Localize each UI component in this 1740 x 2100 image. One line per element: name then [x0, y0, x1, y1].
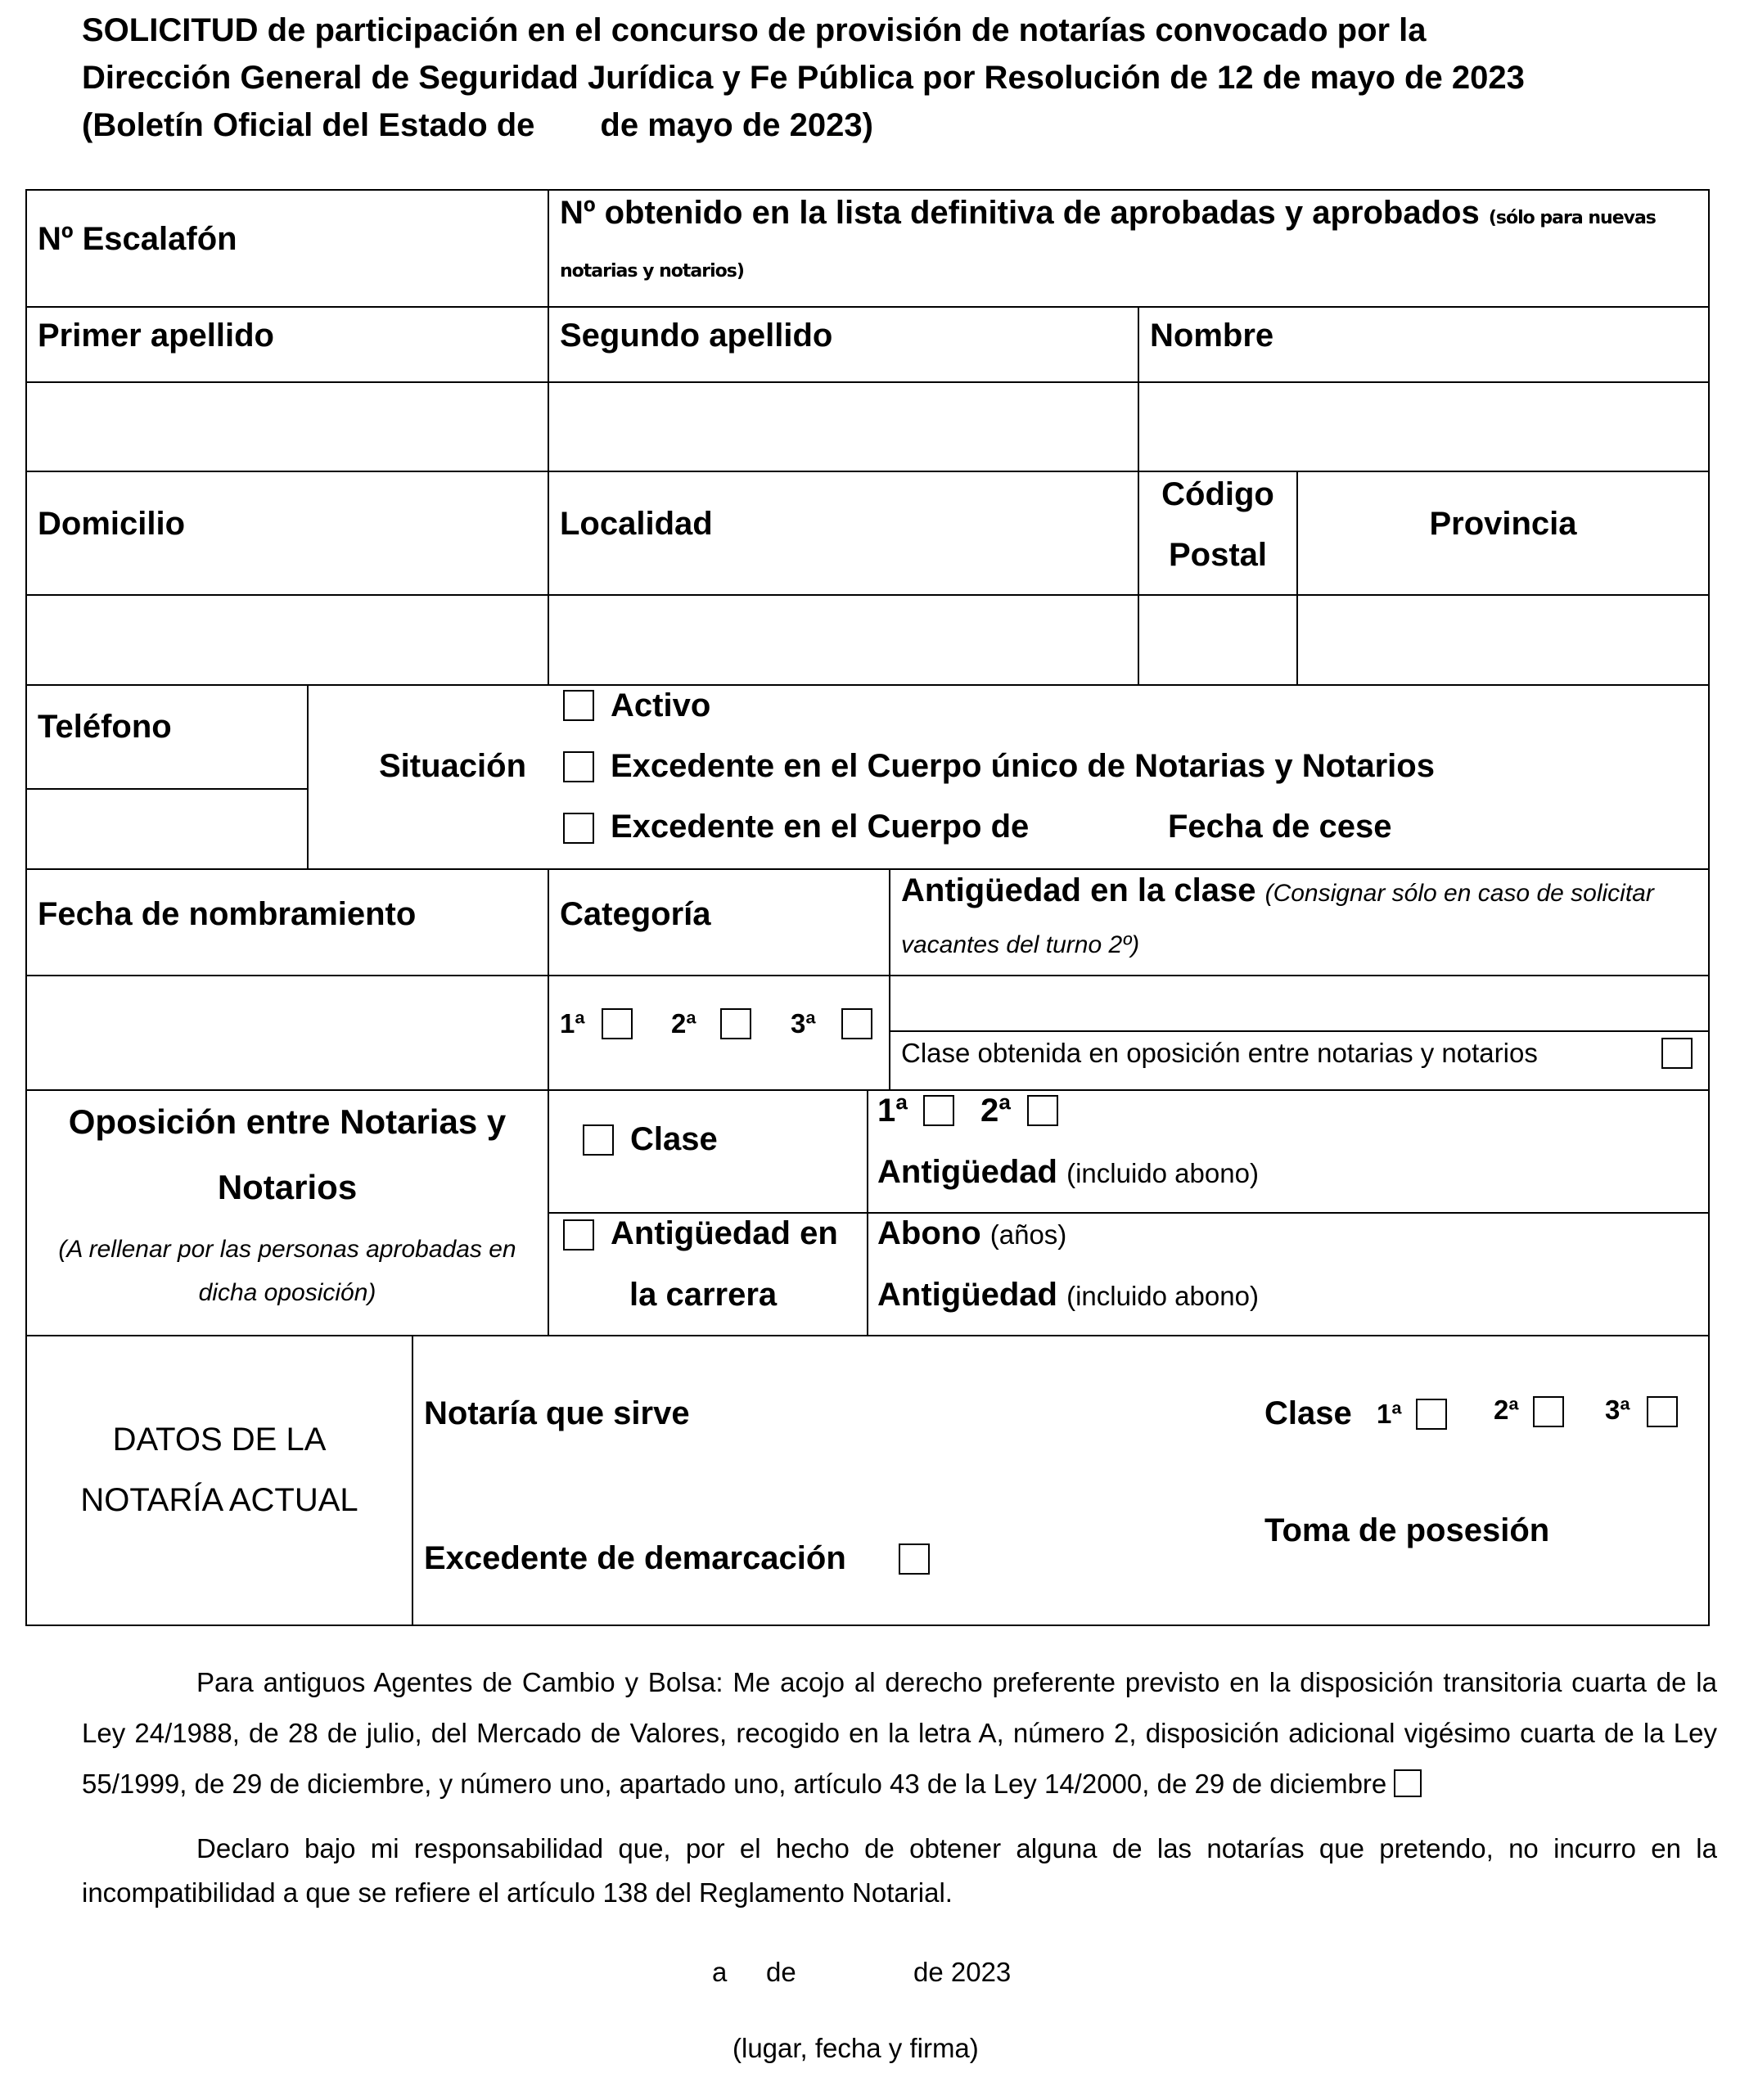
postal-label: Postal — [1168, 537, 1268, 573]
toma-posesion-label: Toma de posesión — [1264, 1512, 1550, 1548]
fecha-nombramiento-field[interactable] — [27, 976, 548, 1089]
oposicion-incluido-abono: (incluido abono) — [1066, 1158, 1259, 1188]
excedente-demarcacion-checkbox[interactable] — [899, 1543, 930, 1575]
antiguedad-note-a: (Consignar sólo en caso de solicitar — [1264, 880, 1654, 907]
clase-obtenida-checkbox[interactable] — [1661, 1038, 1693, 1069]
categoria-3-label: 3ª — [791, 1008, 816, 1039]
datos-notaria-title-b: NOTARÍA ACTUAL — [80, 1482, 358, 1518]
domicilio-field[interactable] — [27, 596, 548, 684]
telefono-label: Teléfono — [38, 709, 172, 745]
primer-apellido-field[interactable] — [27, 383, 548, 471]
localidad-field[interactable] — [549, 596, 1138, 684]
notaria-clase-3-label: 3ª — [1605, 1395, 1630, 1425]
escalafon-label: Nº Escalafón — [38, 221, 237, 257]
form-title — [82, 7, 1653, 149]
lista-note-b: notarias y notarios) — [560, 261, 744, 282]
categoria-label: Categoría — [560, 896, 711, 932]
nombre-field[interactable] — [1139, 383, 1708, 471]
excedente-cuerpo-label: Excedente en el Cuerpo de — [611, 809, 1030, 845]
segundo-apellido-label: Segundo apellido — [560, 318, 833, 354]
carrera-antiguedad-label — [877, 1277, 1259, 1314]
notaria-clase-3-checkbox[interactable] — [1647, 1396, 1678, 1427]
oposicion-clase-2-checkbox[interactable] — [1027, 1095, 1058, 1126]
notaria-clase-2-checkbox[interactable] — [1533, 1396, 1564, 1427]
oposicion-antiguedad-text: Antigüedad — [877, 1154, 1057, 1190]
oposicion-title-b: Notarios — [217, 1168, 358, 1206]
notaria-clase-2-label: 2ª — [1494, 1395, 1519, 1425]
codigo-label: Código — [1161, 476, 1274, 512]
excedente-unico-label: Excedente en el Cuerpo único de Notarias y Notarios — [611, 748, 1435, 784]
lista-note-a: (sólo para nuevas — [1488, 208, 1656, 228]
activo-label: Activo — [611, 687, 711, 723]
antiguedad-clase-label — [901, 872, 1654, 909]
notaria-clase-label: Clase — [1264, 1395, 1352, 1431]
localidad-label: Localidad — [560, 506, 713, 542]
oposicion-clase-checkbox[interactable] — [583, 1124, 614, 1156]
clase-obtenida-label: Clase obtenida en oposición entre notarias y notarios — [901, 1038, 1538, 1068]
fecha-nombramiento-label: Fecha de nombramiento — [38, 896, 417, 932]
notaria-sirve-label: Notaría que sirve — [424, 1395, 690, 1431]
nombre-label: Nombre — [1150, 318, 1274, 354]
antiguedad-carrera-checkbox[interactable] — [563, 1219, 594, 1251]
antiguedad-carrera-label-b: la carrera — [629, 1277, 778, 1313]
notaria-clase-1-label: 1ª — [1377, 1399, 1402, 1429]
agentes-cambio-checkbox[interactable] — [1394, 1769, 1422, 1797]
footer-de: de — [766, 1957, 796, 1987]
codigo-postal-field[interactable] — [1139, 596, 1296, 684]
lista-label — [560, 195, 1656, 232]
title-line-2: Dirección General de Seguridad Jurídica y Fe Pública por Resolución de 12 de mayo de 2023 — [82, 60, 1525, 96]
domicilio-label: Domicilio — [38, 506, 186, 542]
antiguedad-clase-text: Antigüedad en la clase — [901, 872, 1256, 908]
abono-anios: (años) — [989, 1219, 1067, 1250]
title-line-3a: (Boletín Oficial del Estado de — [82, 107, 535, 143]
oposicion-note-a: (A rellenar por las personas aprobadas en — [58, 1236, 516, 1263]
fecha-cese-label: Fecha de cese — [1168, 809, 1392, 845]
categoria-1-label: 1ª — [560, 1008, 585, 1039]
abono-label — [877, 1215, 1066, 1252]
agentes-cambio-text: Para antiguos Agentes de Cambio y Bolsa: Me acojo al derecho preferente previsto en la disposición transitoria cuarta de la Ley 24/1988, de 28 de julio, del Mercado de Valores, recogido en la letra A, número 2, disposición adicional vigésimo cuarta de la Ley 55/1999, de 29 de diciembre, y número uno, apartado uno, artículo 43 de la Ley 14/2000, de 29 de diciembre — [82, 1667, 1717, 1799]
antiguedad-clase-field[interactable] — [890, 976, 1708, 1030]
agentes-cambio-paragraph — [82, 1657, 1717, 1809]
abono-text: Abono — [877, 1215, 981, 1251]
carrera-antiguedad-text: Antigüedad — [877, 1277, 1057, 1313]
footer-de-2023: de 2023 — [913, 1957, 1012, 1987]
antiguedad-carrera-label-a: Antigüedad en — [611, 1215, 838, 1251]
categoria-2-checkbox[interactable] — [720, 1008, 751, 1039]
declaracion-paragraph: Declaro bajo mi responsabilidad que, por el hecho de obtener alguna de las notarías que pretendo, no incurro en la incompatibilidad a que se refiere el artículo 138 del Reglamento Notarial. — [82, 1833, 1717, 1908]
title-line-1: SOLICITUD de participación en el concurso de provisión de notarías convocado por la — [82, 12, 1427, 48]
situacion-label: Situación — [379, 748, 527, 784]
title-line-3b: de mayo de 2023) — [600, 107, 873, 143]
carrera-incluido-abono: (incluido abono) — [1066, 1281, 1259, 1311]
datos-notaria-title-a: DATOS DE LA — [112, 1422, 327, 1458]
telefono-field[interactable] — [27, 790, 307, 868]
oposicion-clase-label: Clase — [630, 1121, 718, 1157]
excedente-demarcacion-label: Excedente de demarcación — [424, 1540, 846, 1576]
oposicion-antiguedad-label — [877, 1154, 1259, 1191]
excedente-cuerpo-checkbox[interactable] — [563, 813, 594, 844]
oposicion-title-a: Oposición entre Notarias y — [68, 1102, 507, 1141]
footer-a: a — [712, 1957, 728, 1987]
footer-firma: (lugar, fecha y firma) — [733, 2033, 979, 2063]
activo-checkbox[interactable] — [563, 690, 594, 721]
notaria-clase-1-checkbox[interactable] — [1416, 1399, 1447, 1430]
oposicion-clase-1-label: 1ª — [877, 1093, 908, 1129]
oposicion-clase-1-checkbox[interactable] — [923, 1095, 954, 1126]
categoria-3-checkbox[interactable] — [841, 1008, 872, 1039]
oposicion-clase-2-label: 2ª — [980, 1093, 1012, 1129]
categoria-1-checkbox[interactable] — [602, 1008, 633, 1039]
lista-label-text: Nº obtenido en la lista definitiva de aprobadas y aprobados — [560, 195, 1480, 231]
provincia-label: Provincia — [1429, 506, 1577, 542]
oposicion-note-b: dicha oposición) — [198, 1279, 376, 1306]
primer-apellido-label: Primer apellido — [38, 318, 274, 354]
antiguedad-note-b: vacantes del turno 2º) — [901, 931, 1140, 958]
categoria-2-label: 2ª — [671, 1008, 696, 1039]
title-line-3 — [82, 101, 1653, 149]
provincia-field[interactable] — [1298, 596, 1708, 684]
excedente-unico-checkbox[interactable] — [563, 751, 594, 782]
segundo-apellido-field[interactable] — [549, 383, 1138, 471]
